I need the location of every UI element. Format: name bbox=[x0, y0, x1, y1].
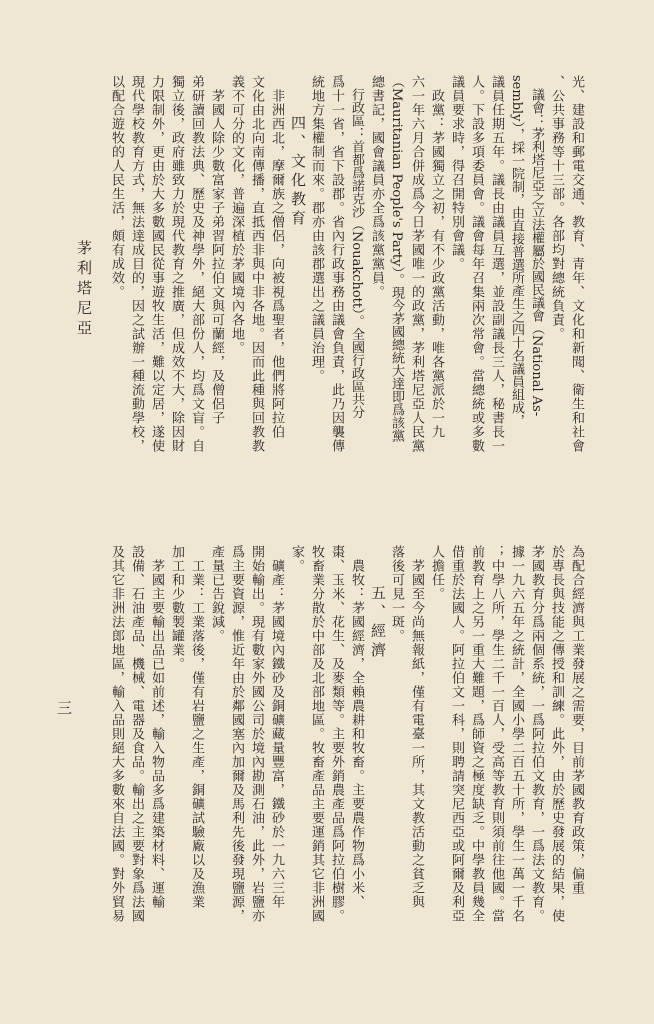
text-column: 茅國主要輸出品已如前述，輸入物品多爲建築材料、運輸 bbox=[149, 545, 164, 909]
page-number: 三 bbox=[55, 700, 73, 715]
text-column: 棗、玉米、花生、及麥類等。主要外銷農產品爲阿拉伯樹膠。 bbox=[329, 545, 344, 923]
text-column: 統地方集權制而來。郡亦由該郡選出之議員治理。 bbox=[309, 75, 324, 383]
text-column: 爲主要資源，惟近年由於鄰國塞內加爾及馬利先後發現鹽源， bbox=[229, 545, 244, 923]
text-column: sembly），採一院制，由直接普選所產生之四十名議員組成， bbox=[509, 75, 524, 428]
text-column: 礦產：茅國境內鐵砂及銅礦藏量豐富，鐵砂於一九六三年 bbox=[269, 545, 284, 909]
text-column: 產量已告銳減。 bbox=[209, 545, 224, 643]
text-column: 茅國人除少數富家子弟習阿拉伯文與可蘭經，及僧侶子 bbox=[209, 75, 224, 425]
text-column: 行政區：首都爲諾克沙（Nouakchott）。全國行政區共分 bbox=[349, 75, 364, 419]
text-column: 爲十一省，省下設郡。省內行政事務由議會負責，此乃因襲傳 bbox=[329, 75, 344, 453]
text-column: 現代學校教育方式，無法達成目的，因之試辦一種流動學校， bbox=[129, 75, 144, 453]
text-column: 力限制外，更由於大多數國民從事遊牧生活，難以定居，遂使 bbox=[149, 75, 164, 453]
text-column: 義不可分的文化，普遍深植於茅國境內各地。 bbox=[229, 75, 244, 355]
text-column: 為配合經濟與工業發展之需要，目前茅國教育政策，偏重 bbox=[569, 545, 584, 895]
text-column: 、公共事務等十三部。各部均對總統負責。 bbox=[549, 75, 564, 341]
text-column: 據一九六五年之統計，全國小學二百五十所，學生一萬一千名 bbox=[509, 545, 524, 923]
text-column: 及其它非洲法郎地區，輸入品則絕大多數來自法國。對外貿易 bbox=[109, 545, 124, 923]
section-heading: 四、文化教育 bbox=[289, 115, 307, 229]
text-column: 人擔任。 bbox=[429, 545, 444, 601]
text-column: 工業：工業落後，僅有岩鹽之生產，銅礦試驗廠以及漁業 bbox=[189, 545, 204, 909]
text-column: 議員任期五年。議長由議員互選，並設副議長三人，秘書長一 bbox=[489, 75, 504, 453]
text-column: 非洲西北，摩爾族之僧侶，向被視爲聖者，他們將阿拉伯 bbox=[269, 75, 284, 439]
text-column: ；中學八所，學生二千一百人，受高等教育則須前往他國。當 bbox=[489, 545, 504, 923]
text-column: （Mauritanian People's Party）。現今茅國總統大達即爲該黨 bbox=[389, 75, 404, 442]
text-column: 落後可見一斑。 bbox=[389, 545, 404, 643]
text-column: 借重於法國人。阿拉伯文一科，則聘請突尼西亞或阿爾及利亞 bbox=[449, 545, 464, 923]
text-column: 開始輸出。現有數家外國公司於境內勘測石油，此外，岩鹽亦 bbox=[249, 545, 264, 923]
text-column: 以配合遊牧的人民生活，頗有成效。 bbox=[109, 75, 124, 299]
text-column: 政黨：茅國獨立之初，有不少政黨活動，唯各黨派於一九 bbox=[429, 75, 444, 439]
running-header: 茅利塔尼亞 bbox=[75, 240, 93, 340]
text-column: 茅國教育分爲兩個系統，一爲阿拉伯文教育，一爲法文教育。 bbox=[529, 545, 544, 923]
text-column: 加工和少數製罐業。 bbox=[169, 545, 184, 671]
text-column: 前教育上之另一重大難題，爲師資之極度缺乏。中學教員幾全 bbox=[469, 545, 484, 923]
text-column: 茅國至今尚無報紙，僅有電臺一所，其文教活動之貧乏與 bbox=[409, 545, 424, 909]
text-column: 家。 bbox=[289, 545, 304, 573]
text-column: 弟研讀回教法典、歷史及神學外，絕大部份人，均爲文盲。自 bbox=[189, 75, 204, 453]
text-column: 牧畜業分散於中部及北部地區。牧畜產品主要運銷其它非洲國 bbox=[309, 545, 324, 923]
text-column: 獨立後，政府雖致力於現代教育之推廣，但成效不大，除因財 bbox=[169, 75, 184, 453]
text-column: 文化由北向南傳播，直抵西非與中非各地。因而此種與回教教 bbox=[249, 75, 264, 453]
text-column: 總書記，國會議員亦全爲該黨黨員。 bbox=[369, 75, 384, 299]
text-column: 議員要求時，得召開特別會議。 bbox=[449, 75, 464, 271]
text-column: 議會：茅利塔尼亞之立法權屬於國民議會（National As- bbox=[529, 75, 544, 417]
text-column: 六一年六月合併成爲今日茅國唯一的政黨，茅利塔尼亞人民黨 bbox=[409, 75, 424, 453]
text-column: 人。下設多項委員會。議會每年召集兩次常會。當總統或多數 bbox=[469, 75, 484, 453]
text-column: 光、建設和郵電交通、教育、青年、文化和新聞、衛生和社會 bbox=[569, 75, 584, 453]
text-column: 於專長與技能之傳授和訓練。此外，由於歷史發展的結果，使 bbox=[549, 545, 564, 923]
text-column: 設備、石油產品、機械、電器及食品。輸出之主要對象爲法國 bbox=[129, 545, 144, 923]
section-heading: 五、經濟 bbox=[369, 585, 387, 661]
text-column: 農牧：茅國經濟，全賴農耕和牧畜。主要農作物爲小米、 bbox=[349, 545, 364, 909]
